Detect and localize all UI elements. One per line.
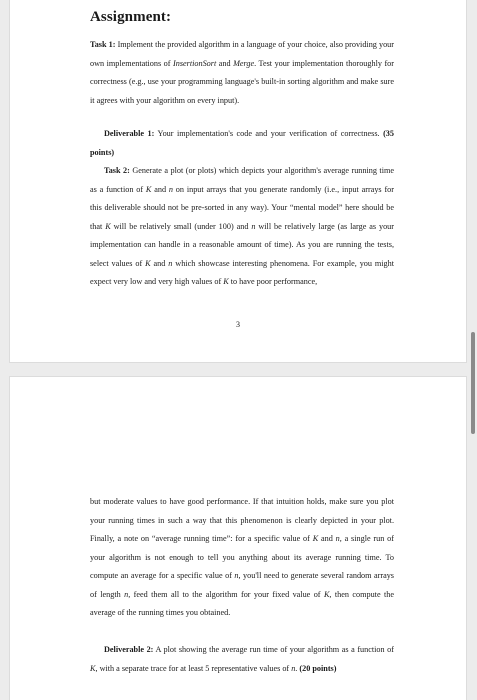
var-k: K: [312, 534, 319, 543]
task2-text: and: [151, 184, 169, 194]
task1-paragraph: [90, 36, 394, 110]
vertical-scrollbar[interactable]: [471, 332, 475, 434]
deliverable2-paragraph: [90, 641, 394, 678]
task1-text: Implement the provided algorithm in a language of your choice, also providing your own implementations of: [90, 40, 394, 68]
task2-text: to have poor performance,: [228, 277, 318, 286]
task2-text: , then compute the average of the running times you obtained.: [90, 589, 394, 617]
deliverable1-paragraph: [90, 125, 394, 162]
task2-text: , you'll need to generate several random arrays of length: [90, 571, 394, 599]
deliverable2-label: Deliverable 2:: [104, 645, 154, 654]
assignment-heading: Assignment:: [90, 9, 172, 25]
task2-continued-paragraph: [90, 493, 394, 623]
var-n: n: [335, 534, 340, 543]
page-number: 3: [236, 320, 240, 329]
var-k: K: [105, 221, 111, 231]
merge-term: Merge: [233, 58, 255, 68]
task1-text: . Test your implementation thoroughly for correctness (e.g., use your programming language's built-in sorting algorithm and make sure it agrees with your algorithm on every input).: [90, 58, 394, 105]
var-n: n: [251, 221, 256, 231]
task2-text: and: [318, 534, 336, 543]
deliverable2-text: A plot showing the average run time of your algorithm as a function of: [153, 645, 394, 654]
var-k: K: [323, 589, 330, 599]
task2-paragraph: [90, 162, 394, 292]
task1-label: Task 1:: [90, 40, 116, 49]
deliverable2-text: .: [295, 663, 300, 673]
deliverable2-points: (20 points): [299, 663, 337, 673]
task2-text: on input arrays that you generate randomly (i.e., input arrays for this deliverable should not be pre-sorted in any way). Your “mental model” here should be that: [90, 184, 394, 231]
task2-text: , a single run of your algorithm is not enough to tell you anything about its average running time. To compute an average for a specific value of: [90, 534, 394, 580]
var-k: K: [223, 277, 229, 286]
deliverable1-text: Your implementation's code and your verification of correctness.: [154, 129, 384, 138]
task2-label: Task 2:: [104, 166, 130, 175]
task2-text: but moderate values to have good performance. If that intuition holds, make sure you plot your running times in such a way that this phenomenon is clearly depicted in your plot. Finally, a note on “average running time”: for a specific value of: [90, 497, 394, 543]
var-n: n: [124, 589, 129, 599]
var-n: n: [234, 571, 239, 580]
var-k: K: [90, 663, 96, 673]
var-n: n: [291, 663, 296, 673]
task2-text: , feed them all to the algorithm for your fixed value of: [128, 589, 324, 599]
deliverable1-label: Deliverable 1:: [104, 129, 155, 138]
var-k: K: [145, 184, 152, 194]
task1-text: and: [216, 58, 234, 68]
task2-text: which showcase interesting phenomena. For example, you might expect very low and very high values of: [90, 258, 395, 286]
document-page-4: [10, 377, 466, 700]
task2-text: will be relatively small (under 100) and: [110, 221, 252, 231]
document-page-3: [10, 0, 466, 362]
var-n: n: [168, 258, 173, 268]
task2-text: will be relatively large (as large as your implementation can handle in a reasonable amount of time). As you are running the tests, select values of: [90, 221, 394, 268]
var-n: n: [168, 184, 173, 194]
deliverable1-points: (35 points): [90, 129, 394, 157]
task2-text: and: [150, 258, 169, 268]
var-k: K: [145, 258, 151, 268]
insertion-sort-term: InsertionSort: [173, 58, 217, 68]
task2-text: Generate a plot (or plots) which depicts your algorithm's average running time as a function of: [90, 166, 394, 194]
deliverable2-text: , with a separate trace for at least 5 representative values of: [95, 663, 292, 673]
